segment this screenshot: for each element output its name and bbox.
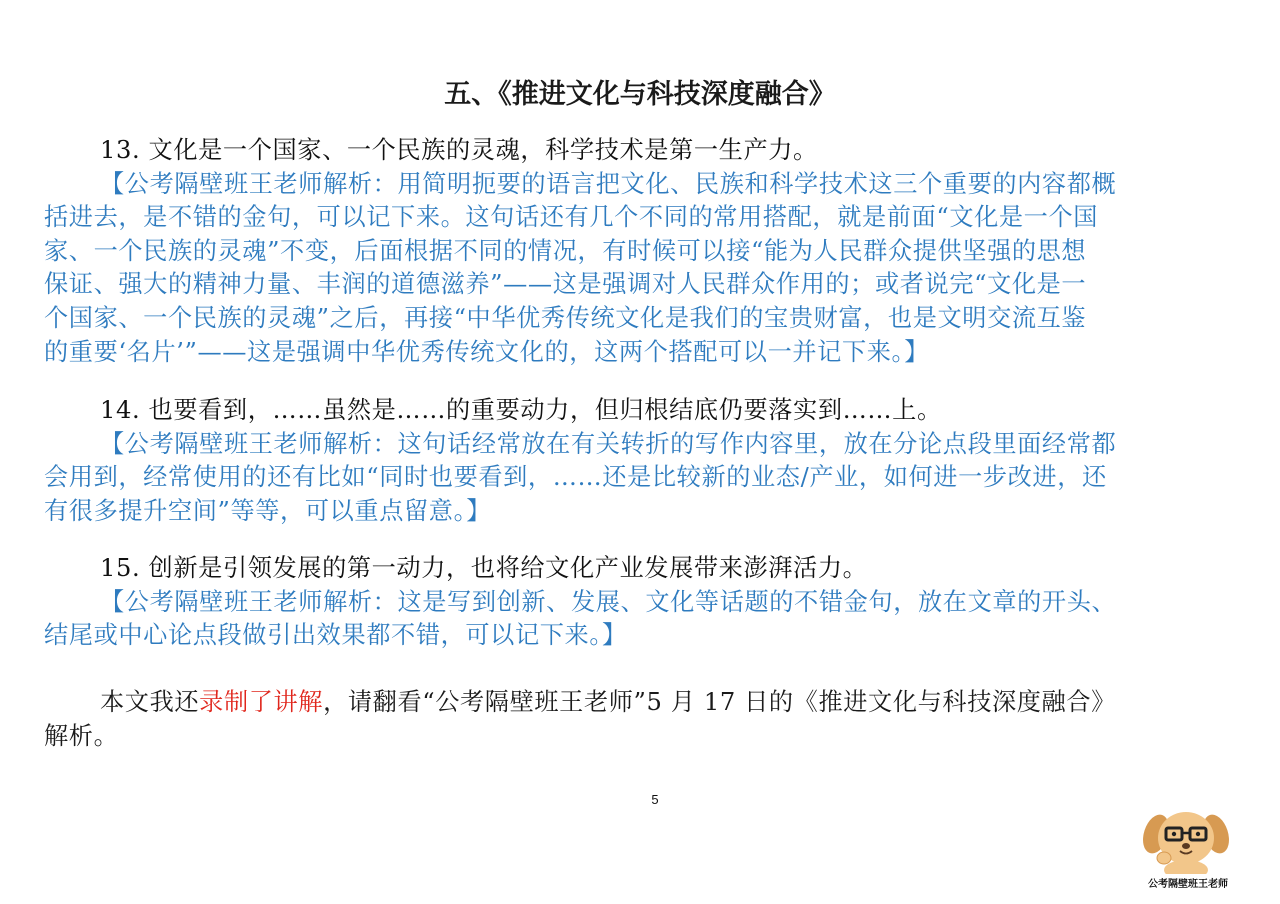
item-14-analysis-line: 有很多提升空间”等等，可以重点留意。】: [44, 496, 492, 525]
closing-note-line-2: 解析。: [44, 721, 119, 750]
item-14: [44, 394, 1238, 528]
item-15-analysis-line: 结尾或中心论点段做引出效果都不错，可以记下来。】: [44, 621, 627, 650]
item-13-analysis-line: 家、一个民族的灵魂”不变，后面根据不同的情况，有时候可以接“能为人民群众提供坚强的思想: [44, 236, 1087, 265]
closing-note: [44, 686, 1238, 753]
logo-caption: 公考隔壁班王老师: [1148, 879, 1228, 890]
item-14-analysis-line: 会用到，经常使用的还有比如“同时也要看到，……还是比较新的业态/产业，如何进一步改进，还: [44, 463, 1107, 492]
item-13-analysis-line: 括进去，是不错的金句，可以记下来。这句话还有几个不同的常用搭配，就是前面“文化是一个国: [44, 203, 1099, 232]
item-13-analysis-line: 个国家、一个民族的灵魂”之后，再接“中华优秀传统文化是我们的宝贵财富，也是文明交流互鉴: [44, 303, 1087, 332]
item-15-analysis-line: 【公考隔壁班王老师解析：这是写到创新、发展、文化等话题的不错金句，放在文章的开头、: [100, 587, 1117, 616]
section-heading: 五、《推进文化与科技深度融合》: [444, 79, 836, 110]
item-13-quote: 13. 文化是一个国家、一个民族的灵魂，科学技术是第一生产力。: [100, 136, 818, 164]
item-13-analysis-line: 【公考隔壁班王老师解析：用简明扼要的语言把文化、民族和科学技术这三个重要的内容都概: [100, 169, 1117, 198]
cartoon-dog-with-glasses-icon: [1140, 804, 1232, 874]
closing-note-line: [44, 686, 1238, 720]
page-number: 5: [651, 792, 659, 807]
note-highlight: 录制了讲解: [199, 688, 324, 716]
item-13-analysis-line: 保证、强大的精神力量、丰润的道德滋养”——这是强调对人民群众作用的；或者说完“文化是一: [44, 270, 1087, 299]
item-15: [44, 552, 1238, 653]
item-14-quote: 14. 也要看到，……虽然是……的重要动力，但归根结底仍要落实到……上。: [100, 396, 942, 424]
item-14-analysis-line: 【公考隔壁班王老师解析：这句话经常放在有关转折的写作内容里，放在分论点段里面经常都: [100, 429, 1117, 458]
item-13-analysis-line: 的重要‘名片’”——这是强调中华优秀传统文化的，这两个搭配可以一并记下来。】: [44, 337, 930, 366]
note-text-pre: 本文我还: [100, 688, 200, 716]
item-15-quote: 15. 创新是引领发展的第一动力，也将给文化产业发展带来澎湃活力。: [100, 554, 868, 582]
note-text-post: ，请翻看“公考隔壁班王老师”5 月 17 日的《推进文化与科技深度融合》: [323, 688, 1116, 716]
item-13: [44, 134, 1238, 369]
